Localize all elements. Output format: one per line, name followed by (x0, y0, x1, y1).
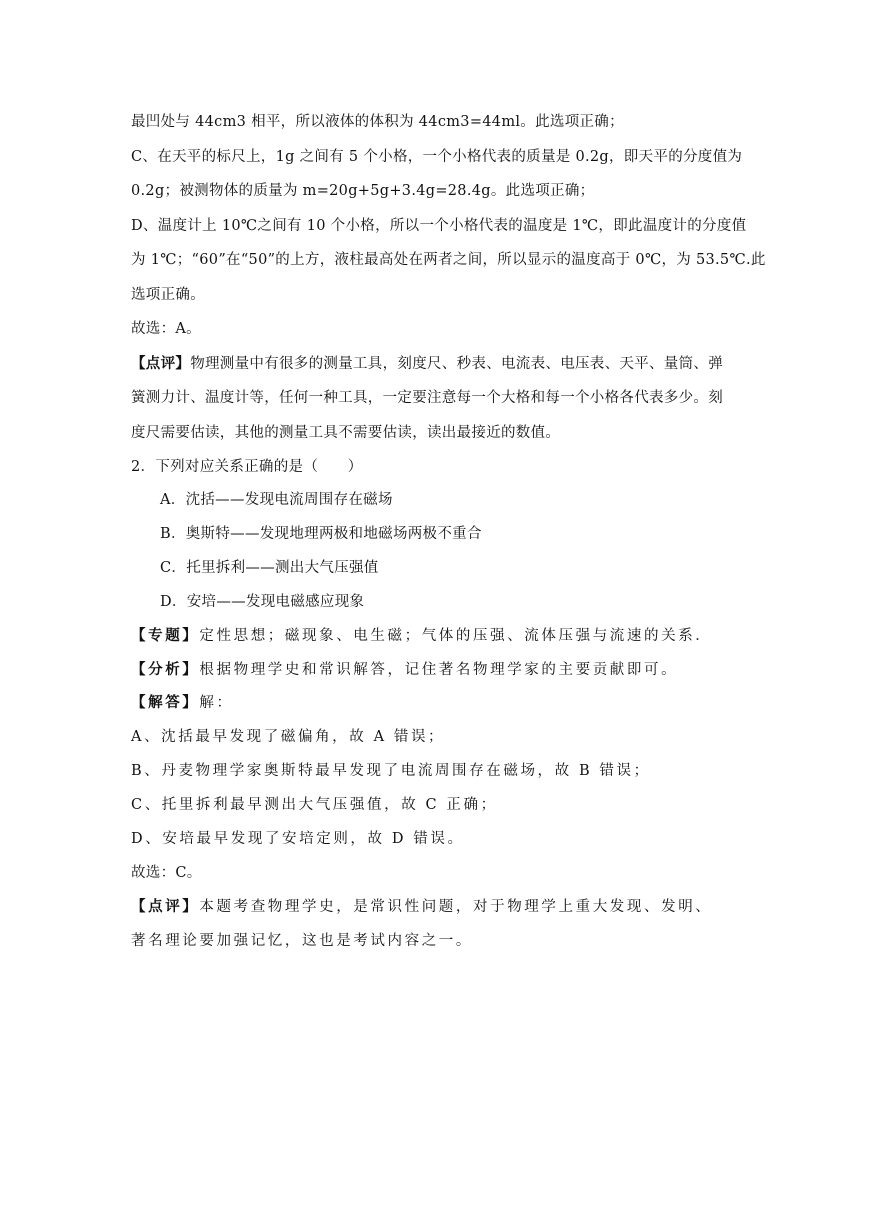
analysis-line (131, 660, 678, 680)
comment-line (131, 354, 723, 374)
solution-tag: 【解答】 (131, 694, 200, 711)
solution-a: A、沈括最早发现了磁偏角，故 A 错误； (131, 729, 446, 745)
answer-line: 故选：C。 (131, 865, 202, 881)
text-line: 选项正确。 (131, 287, 205, 303)
solution-b: B、丹麦物理学家奥斯特最早发现了电流周围存在磁场，故 B 错误； (131, 763, 651, 779)
solution-line (131, 693, 234, 713)
comment-text: 本题考查物理学史，是常识性问题，对于物理学上重大发现、发明、 (199, 899, 713, 915)
text-line: C、在天平的标尺上，1g 之间有 5 个小格，一个小格代表的质量是 0.2g，即天平的分度值为 (131, 149, 743, 165)
option-b: B．奥斯特——发现地理两极和地磁场两极不重合 (160, 526, 482, 542)
option-c: C．托里拆利——测出大气压强值 (160, 560, 379, 576)
comment-tag: 【点评】 (131, 898, 200, 915)
text-line: 最凹处与 44cm3 相平，所以液体的体积为 44cm3=44ml。此选项正确； (131, 114, 624, 130)
comment-line (131, 897, 712, 917)
solution-c: C、托里拆利最早测出大气压强值，故 C 正确； (131, 797, 498, 813)
text-line: 0.2g；被测物体的质量为 m=20g+5g+3.4g=28.4g。此选项正确； (131, 183, 595, 199)
text-line: D、温度计上 10℃之间有 10 个小格，所以一个小格代表的温度是 1℃，即此温度计的分度值 (131, 218, 747, 234)
text-line: 为 1℃；“60”在“50”的上方，液柱最高处在两者之间，所以显示的温度高于 0℃，为 53.5℃.此 (131, 252, 766, 268)
text-line: 度尺需要估读，其他的测量工具不需要估读，读出最接近的数值。 (131, 425, 561, 441)
topic-text: 定性思想；磁现象、电生磁；气体的压强、流体压强与流速的关系． (199, 628, 713, 644)
text-line: 簧测力计、温度计等，任何一种工具，一定要注意每一个大格和每一个小格各代表多少。刻 (131, 390, 723, 406)
comment-text: 物理测量中有很多的测量工具，刻度尺、秒表、电流表、电压表、天平、量筒、弹 (190, 356, 723, 372)
option-a: A．沈括——发现电流周围存在磁场 (160, 492, 393, 508)
comment-tag: 【点评】 (131, 355, 191, 372)
solution-text: 解： (199, 695, 234, 711)
topic-tag: 【专题】 (131, 627, 200, 644)
option-d: D．安培——发现电磁感应现象 (160, 594, 365, 610)
analysis-text: 根据物理学史和常识解答，记住著名物理学家的主要贡献即可。 (199, 662, 679, 678)
topic-line (131, 626, 712, 646)
text-line: 著名理论要加强记忆，这也是考试内容之一。 (131, 933, 473, 949)
answer-line: 故选：A。 (131, 321, 201, 337)
question-stem: 2．下列对应关系正确的是（ ） (131, 459, 363, 475)
analysis-tag: 【分析】 (131, 661, 200, 678)
solution-d: D、安培最早发现了安培定则，故 D 错误。 (131, 831, 465, 847)
